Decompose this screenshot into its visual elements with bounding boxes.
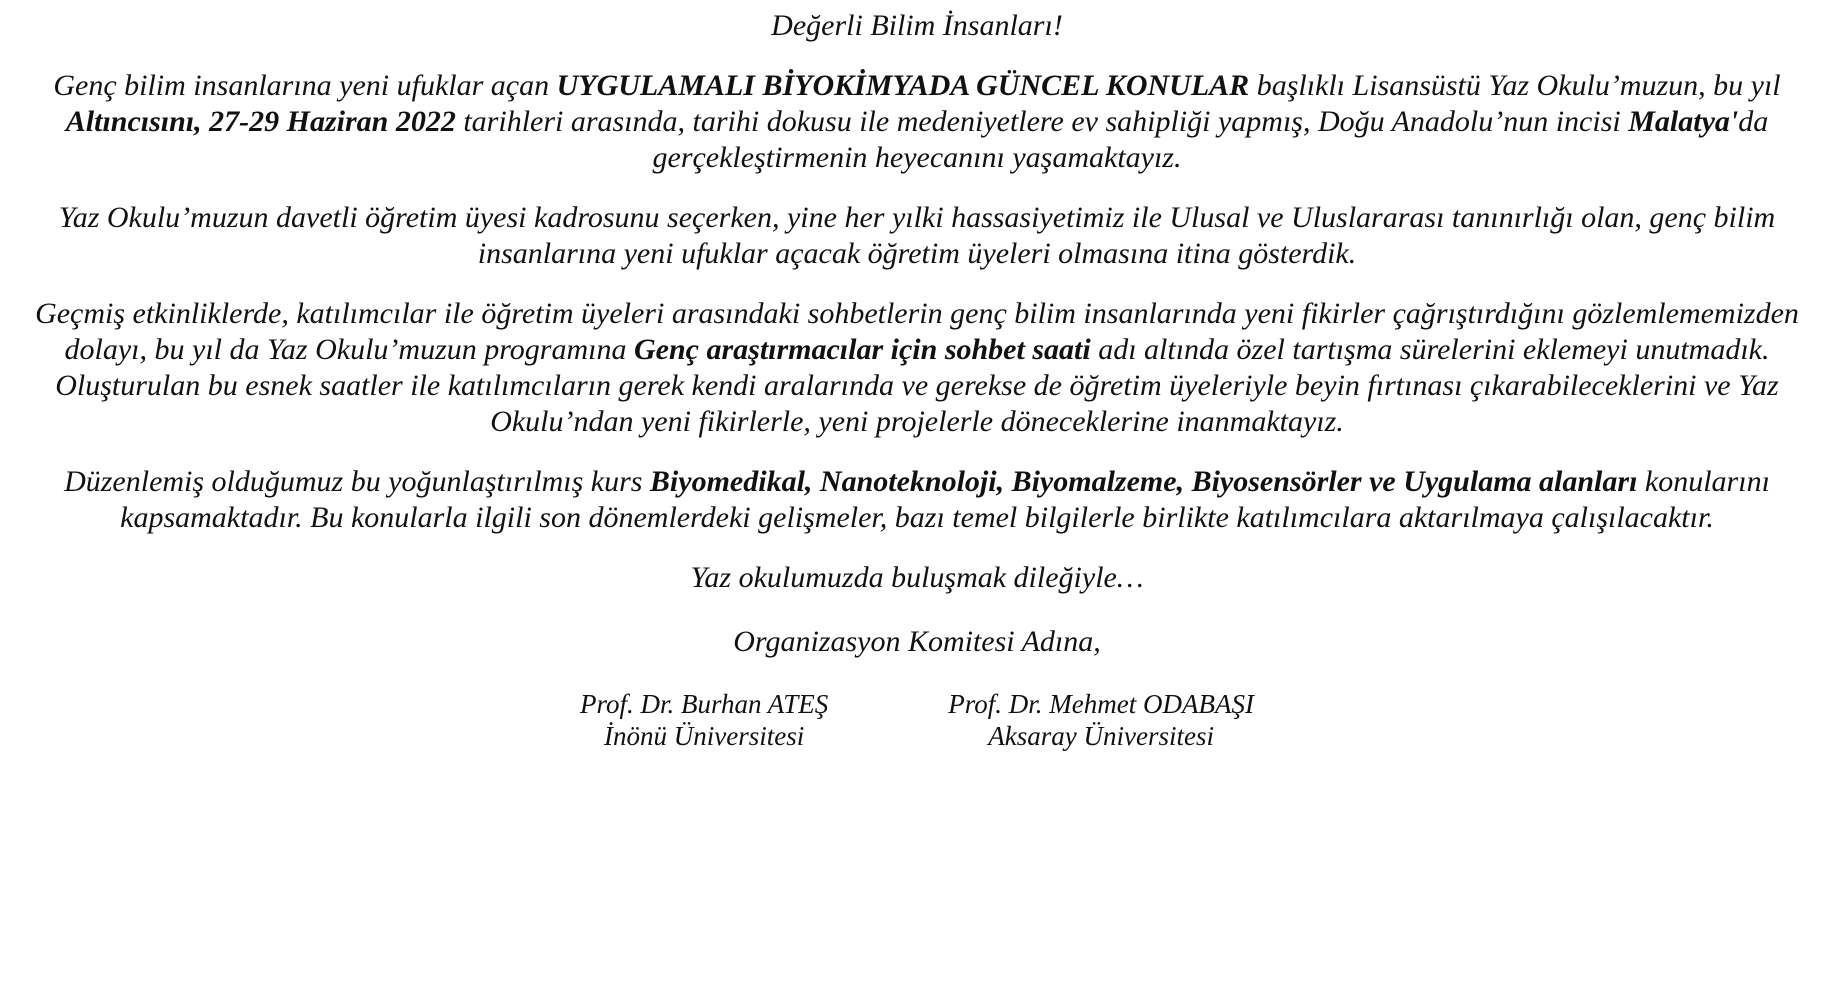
signature-name: Prof. Dr. Burhan ATEŞ (580, 689, 829, 719)
paragraph-intro-text-4: da gerçekleştirmenin heyecanını yaşamaktayız. (652, 105, 1769, 174)
greeting: Değerli Bilim İnsanları! (771, 9, 1063, 42)
closing-committee: Organizasyon Komitesi Adına, (733, 625, 1101, 658)
paragraph-topics-text-2: konularını kapsamaktadır. Bu konularla ilgili son dönemlerdeki gelişmeler, bazı temel bilgilerle birlikte katılımcılara aktarılmaya çalışılacaktır. (120, 465, 1770, 534)
paragraph-faculty (0, 200, 1834, 272)
paragraph-intro-text-2: başlıklı Lisansüstü Yaz Okulu’muzun, bu yıl (1249, 69, 1781, 102)
school-title: UYGULAMALI BİYOKİMYADA GÜNCEL KONULAR (556, 69, 1250, 102)
event-dates: Altıncısını, 27-29 Haziran 2022 (65, 105, 456, 138)
paragraph-topics (0, 464, 1834, 536)
signature-1 (580, 688, 828, 752)
paragraph-faculty-text: Yaz Okulu’muzun davetli öğretim üyesi kadrosunu seçerken, yine her yılki hassasiyetimiz ile Ulusal ve Uluslararası tanınırlığı olan, genç bilim insanlarına yeni ufuklar açacak öğretim üyeleri olmasına itina gösterdik. (58, 201, 1776, 270)
signature-name: Prof. Dr. Mehmet ODABAŞI (948, 689, 1254, 719)
course-topics: Biyomedikal, Nanoteknoloji, Biyomalzeme, Biyosensörler ve Uygulama alanları (649, 465, 1638, 498)
paragraph-topics-text-1: Düzenlemiş olduğumuz bu yoğunlaştırılmış kurs (64, 465, 650, 498)
paragraph-intro (0, 68, 1834, 176)
signature-affiliation: İnönü Üniversitesi (604, 721, 805, 751)
paragraph-discussion-text-2: adı altında özel tartışma sürelerini eklemeyi unutmadık. Oluşturulan bu esnek saatler ile katılımcıların gerek kendi aralarında ve gerekse de öğretim üyeleriyle beyin fırtınası çıkarabileceklerini ve Yaz Okulu’ndan yeni fikirlerle, yeni projelerle döneceklerine inanmaktayız. (55, 333, 1779, 438)
event-city: Malatya' (1628, 105, 1739, 138)
chat-hour-title: Genç araştırmacılar için sohbet saati (633, 333, 1091, 366)
signature-affiliation: Aksaray Üniversitesi (988, 721, 1214, 751)
paragraph-intro-text-3: tarihleri arasında, tarihi dokusu ile medeniyetlere ev sahipliği yapmış, Doğu Anadolu’nun incisi (455, 105, 1629, 138)
signature-2 (948, 688, 1254, 752)
paragraph-intro-text-1: Genç bilim insanlarına yeni ufuklar açan (53, 69, 557, 102)
paragraph-discussion-text-1: Geçmiş etkinliklerde, katılımcılar ile öğretim üyeleri arasındaki sohbetlerin genç bilim insanlarında yeni fikirler çağrıştırdığını gözlemlememizden dolayı, bu yıl da Yaz Okulu’muzun programına (35, 297, 1799, 366)
closing-wish: Yaz okulumuzda buluşmak dileğiyle… (690, 561, 1144, 594)
paragraph-discussion (0, 296, 1834, 440)
signature-block (0, 688, 1834, 752)
